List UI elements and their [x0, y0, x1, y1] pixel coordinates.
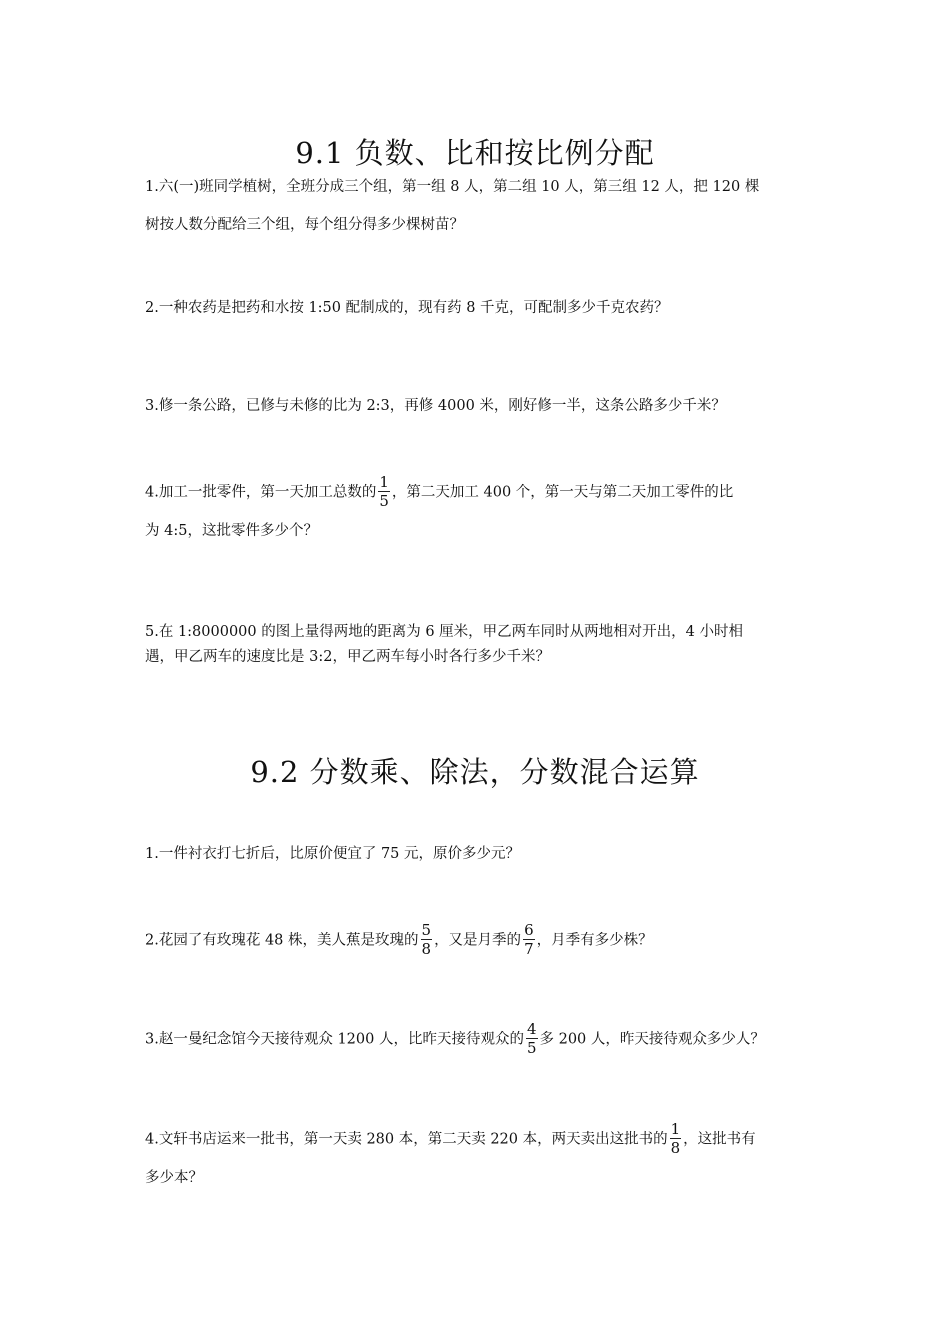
- s1-question-1-line-2: 树按人数分配给三个组，每个组分得多少棵树苗？: [145, 217, 464, 233]
- s2-question-4-line-2: 多少本？: [145, 1170, 203, 1186]
- fraction-denominator: 7: [524, 940, 534, 958]
- fraction-one-eighth: [670, 1120, 682, 1157]
- s1-question-1-line-1: 1.六(一)班同学植树，全班分成三个组，第一组 8 人，第二组 10 人，第三组 12 人，把 120 棵: [145, 179, 760, 195]
- s2-q3-text-b: 多 200 人，昨天接待观众多少人？: [539, 1031, 765, 1048]
- s1-question-3: 3.修一条公路，已修与未修的比为 2:3，再修 4000 米，刚好修一半，这条公路多少千米？: [145, 398, 726, 414]
- fraction-five-eighths: [421, 921, 433, 958]
- fraction-denominator: 8: [421, 940, 432, 958]
- s1-question-2: 2.一种农药是把药和水按 1:50 配制成的，现有药 8 千克，可配制多少千克农药？: [145, 300, 669, 316]
- fraction-one-fifth: [378, 473, 390, 510]
- s2-question-4-line-1: [145, 1121, 820, 1158]
- fraction-numerator: 6: [524, 921, 534, 939]
- fraction-six-sevenths: [523, 921, 535, 958]
- fraction-numerator: 1: [670, 1120, 681, 1138]
- section-1-title: 9.1 负数、比和按比例分配: [295, 136, 655, 170]
- fraction-four-fifths: [526, 1020, 538, 1057]
- s2-q4-text-a: 4.文轩书店运来一批书，第一天卖 280 本，第二天卖 220 本，两天卖出这批书的: [145, 1131, 668, 1148]
- s1-q4-text-a: 4.加工一批零件，第一天加工总数的: [145, 484, 377, 501]
- s1-question-4-line-1: [145, 474, 820, 511]
- s2-q4-text-b: ，这批书有: [683, 1131, 756, 1148]
- s2-question-1: 1.一件衬衣打七折后，比原价便宜了 75 元，原价多少元？: [145, 846, 521, 862]
- fraction-denominator: 8: [670, 1139, 681, 1157]
- s1-question-5-line-1: 5.在 1:8000000 的图上量得两地的距离为 6 厘米，甲乙两车同时从两地相对开出，4 小时相: [145, 624, 744, 640]
- s1-question-5-line-2: 遇，甲乙两车的速度比是 3:2，甲乙两车每小时各行多少千米？: [145, 649, 550, 665]
- s2-question-2: [145, 922, 820, 959]
- section-2-title: 9.2 分数乘、除法，分数混合运算: [250, 755, 700, 789]
- s2-question-3: [145, 1021, 820, 1058]
- s2-q3-text-a: 3.赵一曼纪念馆今天接待观众 1200 人，比昨天接待观众的: [145, 1031, 524, 1048]
- s1-question-4-line-2: 为 4:5，这批零件多少个？: [145, 523, 318, 539]
- fraction-denominator: 5: [379, 492, 389, 510]
- fraction-numerator: 1: [379, 473, 389, 491]
- s2-q2-text-c: ，月季有多少株？: [536, 932, 653, 949]
- s2-q2-text-b: ，又是月季的: [434, 932, 522, 949]
- fraction-numerator: 4: [526, 1020, 537, 1038]
- fraction-numerator: 5: [421, 921, 432, 939]
- s2-q2-text-a: 2.花园了有玫瑰花 48 株，美人蕉是玫瑰的: [145, 932, 419, 949]
- fraction-denominator: 5: [526, 1039, 537, 1057]
- s1-q4-text-b: ，第二天加工 400 个，第一天与第二天加工零件的比: [391, 484, 734, 501]
